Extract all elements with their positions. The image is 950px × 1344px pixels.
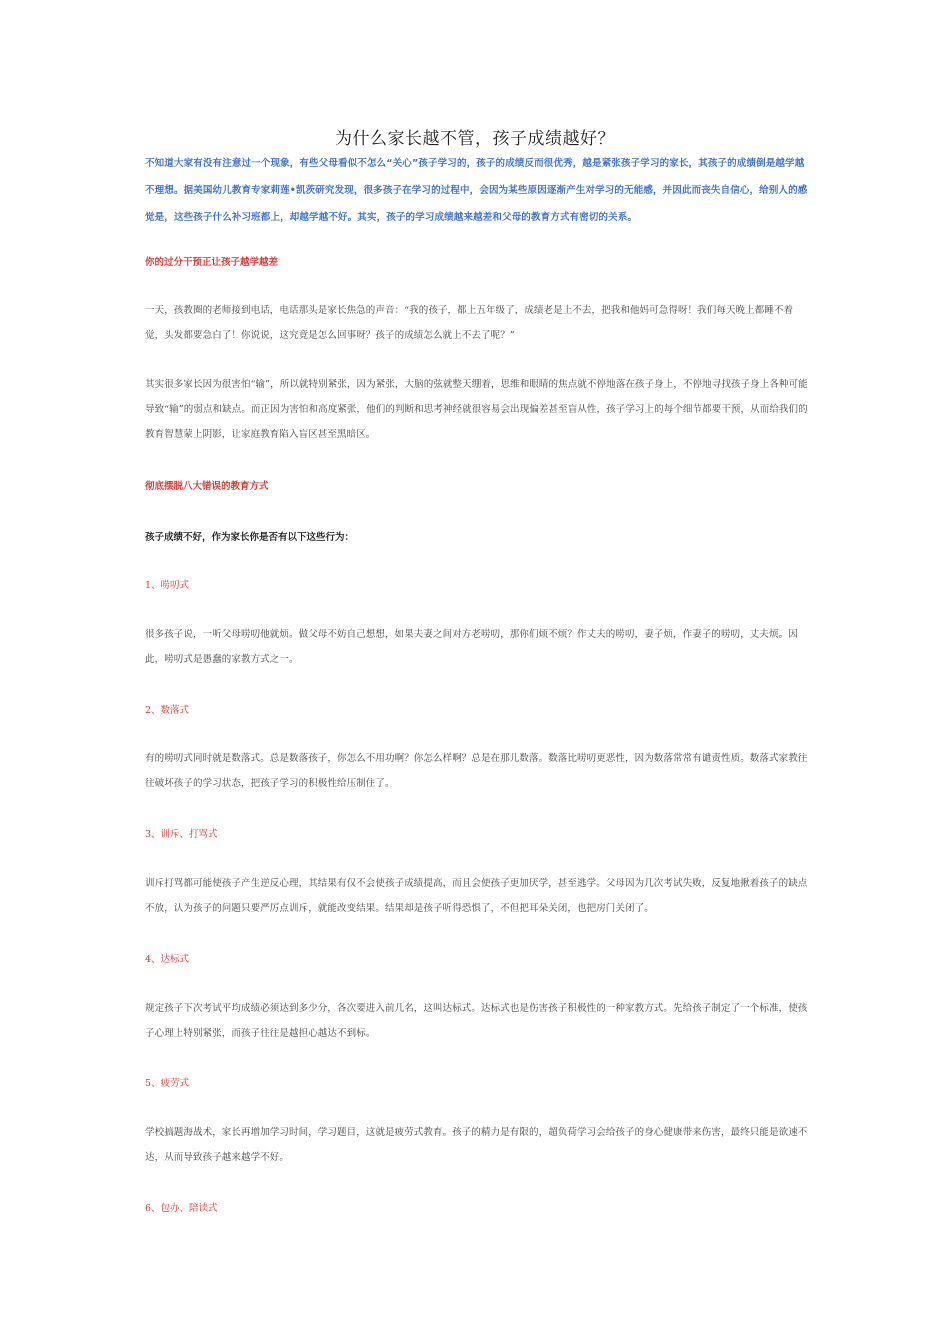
item-5-text: 学校搞题海战术，家长再增加学习时间，学习题目，这就是疲劳式教育。孩子的精力是有限的，超负荷学习会给孩子的身心健康带来伤害，最终只能是欲速不达，从而导致孩子越来越学不好。 bbox=[145, 1127, 808, 1163]
section-heading-interference: 你的过分干预正让孩子越学越差 bbox=[145, 257, 279, 268]
item-1-label: 1、唠叨式 bbox=[145, 580, 190, 591]
item-4-text: 规定孩子下次考试平均成绩必须达到多少分，各次要进入前几名，这叫达标式。达标式也是伤害孩子积极性的一种家教方式。先给孩子制定了一个标准，使孩子心理上特别紧张，而孩子往往是越担心越达不到标。 bbox=[145, 1003, 808, 1039]
document-title: 为什么家长越不管，孩子成绩越好？ bbox=[335, 129, 615, 149]
behavior-question: 孩子成绩不好，作为家长你是否有以下这些行为： bbox=[145, 532, 355, 543]
paragraph-fear-of-losing: 其实很多家长因为很害怕“输”，所以就特别紧张，因为紧张，大脑的弦就整天绷着，思维和眼睛的焦点就不停地落在孩子身上，不停地寻找孩子身上各种可能导致“输”的弱点和缺点。而正因为害怕和高度紧张，他们的判断和思考神经就很容易会出现偏差甚至盲从性，孩子学习上的每个细节都要干预，从而给我们的教育智慧蒙上阴影，让家庭教育陷入盲区甚至黑暗区。 bbox=[145, 379, 808, 440]
item-6-label: 6、包办、陪读式 bbox=[145, 1203, 218, 1214]
item-5-label: 5、疲劳式 bbox=[145, 1078, 190, 1089]
section-heading-eight-mistakes: 彻底摆脱八大错误的教育方式 bbox=[145, 481, 269, 492]
item-1-text: 很多孩子说，一听父母唠叨他就烦。做父母不妨自己想想，如果夫妻之间对方老唠叨，那你们烦不烦？作丈夫的唠叨，妻子烦，作妻子的唠叨，丈夫烦。因此，唠叨式是愚蠢的家教方式之一。 bbox=[145, 629, 798, 665]
item-3-label: 3、训斥、打骂式 bbox=[145, 829, 218, 840]
paragraph-phone-call: 一天，孩教圈的老师接到电话，电话那头是家长焦急的声音：“我的孩子，都上五年级了，成绩老是上不去，把我和他妈可急得呀！我们每天晚上都睡不着觉，头发都要急白了！你说说，这究竟是怎么回事呀？孩子的成绩怎么就上不去了呢？” bbox=[145, 305, 794, 341]
intro-paragraph: 不知道大家有没有注意过一个现象，有些父母看似不怎么“关心”孩子学习的，孩子的成绩反而很优秀，越是紧张孩子学习的家长，其孩子的成绩倒是越学越不理想。据美国幼儿教育专家莉莲•凯茨研究发现，很多孩子在学习的过程中，会因为某些原因逐渐产生对学习的无能感，并因此而丧失自信心，给别人的感觉是，这些孩子什么补习班都上，却越学越不好。其实，孩子的学习成绩越来越差和父母的教育方式有密切的关系。 bbox=[145, 158, 808, 223]
item-2-text: 有的唠叨式同时就是数落式。总是数落孩子，你怎么不用功啊？你怎么样啊？总是在那儿数落。数落比唠叨更恶性，因为数落常常有谴责性质。数落式家教往往破坏孩子的学习状态，把孩子学习的积极性给压制住了。 bbox=[145, 753, 808, 789]
item-4-label: 4、达标式 bbox=[145, 954, 190, 965]
item-2-label: 2、数落式 bbox=[145, 705, 190, 716]
item-3-text: 训斥打骂都可能使孩子产生逆反心理，其结果有仅不会使孩子成绩提高，而且会使孩子更加厌学，甚至逃学。父母因为几次考试失败，反复地揪着孩子的缺点不放，认为孩子的问题只要严厉点训斥，就能改变结果。结果却是孩子听得恐惧了，不但把耳朵关闭，也把房门关闭了。 bbox=[145, 878, 808, 914]
